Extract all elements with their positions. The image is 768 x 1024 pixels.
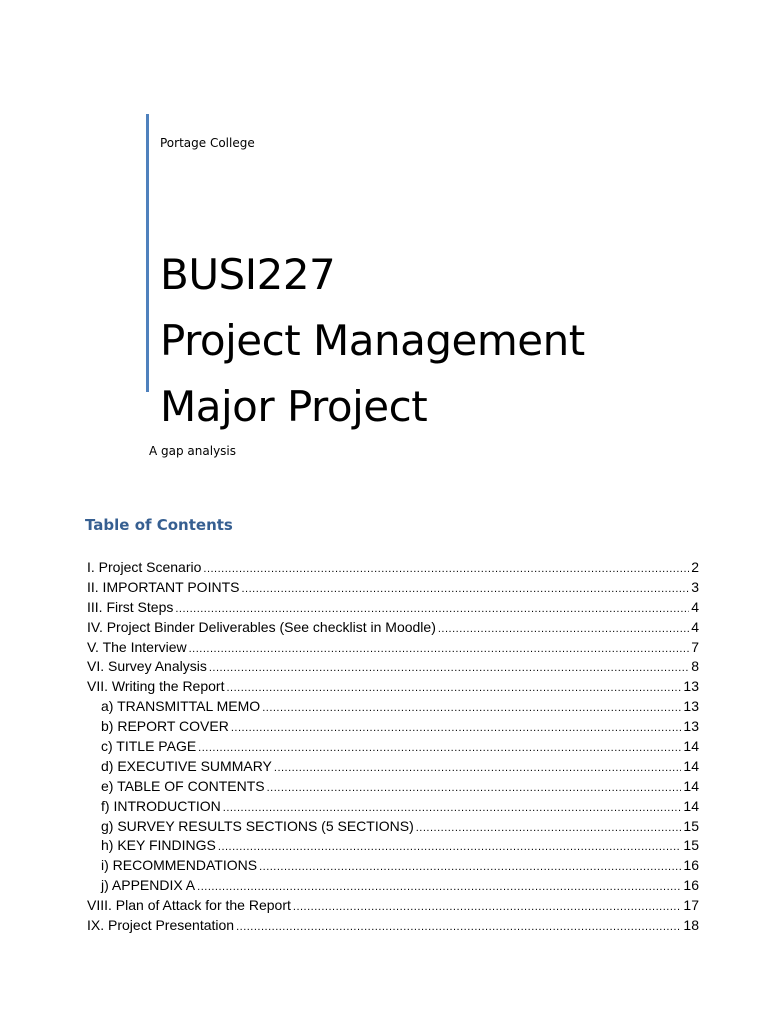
toc-entry-page-number: 13 xyxy=(683,678,699,695)
toc-entry[interactable] xyxy=(87,757,699,777)
toc-entry-label: e) TABLE OF CONTENTS xyxy=(101,777,265,794)
toc-entry-label: V. The Interview xyxy=(87,638,187,655)
toc-entry[interactable] xyxy=(87,717,699,737)
toc-entry-page-number: 13 xyxy=(683,698,699,715)
toc-entry[interactable] xyxy=(87,677,699,697)
toc-entry-label: a) TRANSMITTAL MEMO xyxy=(101,698,261,715)
toc-dot-leader xyxy=(293,898,682,916)
toc-entry-page-number: 14 xyxy=(683,797,699,814)
toc-entry[interactable] xyxy=(87,916,699,936)
toc-entry-page-number: 7 xyxy=(691,638,699,655)
title-line-project: Major Project xyxy=(160,382,428,431)
document-subtitle: A gap analysis xyxy=(149,444,237,458)
toc-entry-label: f) INTRODUCTION xyxy=(101,797,221,814)
toc-dot-leader xyxy=(231,719,682,737)
toc-entry[interactable] xyxy=(87,638,699,658)
toc-entry-label: VI. Survey Analysis xyxy=(87,658,207,675)
toc-entry[interactable] xyxy=(87,876,699,896)
toc-dot-leader xyxy=(438,620,689,638)
toc-entry-page-number: 3 xyxy=(691,578,699,595)
toc-entry[interactable] xyxy=(87,856,699,876)
toc-entry[interactable] xyxy=(87,657,699,677)
toc-entry[interactable] xyxy=(87,836,699,856)
toc-entry-page-number: 17 xyxy=(683,897,699,914)
cover-accent-bar xyxy=(146,114,149,392)
toc-entry[interactable] xyxy=(87,777,699,797)
toc-entry-page-number: 2 xyxy=(691,559,699,575)
toc-dot-leader xyxy=(189,640,690,658)
toc-entry-label: i) RECOMMENDATIONS xyxy=(101,857,258,874)
toc-entry[interactable] xyxy=(87,797,699,817)
toc-dot-leader xyxy=(262,699,681,717)
toc-entry-page-number: 14 xyxy=(683,777,699,794)
toc-entry-label: c) TITLE PAGE xyxy=(101,738,197,755)
toc-entry-page-number: 14 xyxy=(683,738,699,755)
toc-entry-label: d) EXECUTIVE SUMMARY xyxy=(101,757,272,774)
toc-dot-leader xyxy=(274,759,682,777)
toc-entry[interactable] xyxy=(87,578,699,598)
toc-dot-leader xyxy=(241,580,689,598)
toc-entry[interactable] xyxy=(87,697,699,717)
table-of-contents xyxy=(87,558,699,936)
toc-entry-page-number: 14 xyxy=(683,757,699,774)
toc-dot-leader xyxy=(267,779,682,797)
toc-entry-page-number: 15 xyxy=(683,817,699,834)
toc-dot-leader xyxy=(236,918,681,936)
toc-entry-page-number: 16 xyxy=(683,877,699,894)
toc-entry-page-number: 8 xyxy=(691,658,699,675)
toc-entry-label: IX. Project Presentation xyxy=(87,917,235,934)
toc-entry-page-number: 15 xyxy=(683,837,699,854)
organization-name: Portage College xyxy=(160,136,255,150)
toc-entry[interactable] xyxy=(87,737,699,757)
toc-dot-leader xyxy=(226,679,681,697)
toc-entry-page-number: 4 xyxy=(691,618,699,635)
toc-entry[interactable] xyxy=(87,896,699,916)
toc-entry-label: VII. Writing the Report xyxy=(87,678,225,695)
toc-dot-leader xyxy=(198,739,681,757)
toc-entry[interactable] xyxy=(87,598,699,618)
toc-dot-leader xyxy=(223,799,682,817)
toc-entry-page-number: 13 xyxy=(683,718,699,735)
toc-entry-label: I. Project Scenario xyxy=(87,559,202,575)
toc-dot-leader xyxy=(203,560,689,578)
toc-dot-leader xyxy=(209,659,689,677)
toc-entry-label: III. First Steps xyxy=(87,598,174,615)
toc-entry-label: VIII. Plan of Attack for the Report xyxy=(87,897,291,914)
toc-heading: Table of Contents xyxy=(85,516,233,534)
document-title xyxy=(160,242,585,440)
toc-dot-leader xyxy=(218,838,682,856)
toc-entry-label: IV. Project Binder Deliverables (See checklist in Moodle) xyxy=(87,618,436,635)
toc-entry-label: h) KEY FINDINGS xyxy=(101,837,216,854)
toc-entry-page-number: 18 xyxy=(683,917,699,934)
toc-dot-leader xyxy=(416,819,682,837)
title-line-course-name: Project Management xyxy=(160,316,585,365)
toc-dot-leader xyxy=(259,858,681,876)
toc-dot-leader xyxy=(175,600,689,618)
toc-entry-label: j) APPENDIX A xyxy=(101,877,196,894)
toc-entry-label: b) REPORT COVER xyxy=(101,718,229,735)
toc-entry[interactable] xyxy=(87,558,699,578)
toc-entry-page-number: 4 xyxy=(691,598,699,615)
toc-entry[interactable] xyxy=(87,618,699,638)
toc-entry-page-number: 16 xyxy=(683,857,699,874)
toc-entry[interactable] xyxy=(87,817,699,837)
toc-entry-label: g) SURVEY RESULTS SECTIONS (5 SECTIONS) xyxy=(101,817,414,834)
title-line-course-code: BUSI227 xyxy=(160,250,336,299)
toc-dot-leader xyxy=(197,878,681,896)
toc-entry-label: II. IMPORTANT POINTS xyxy=(87,578,240,595)
